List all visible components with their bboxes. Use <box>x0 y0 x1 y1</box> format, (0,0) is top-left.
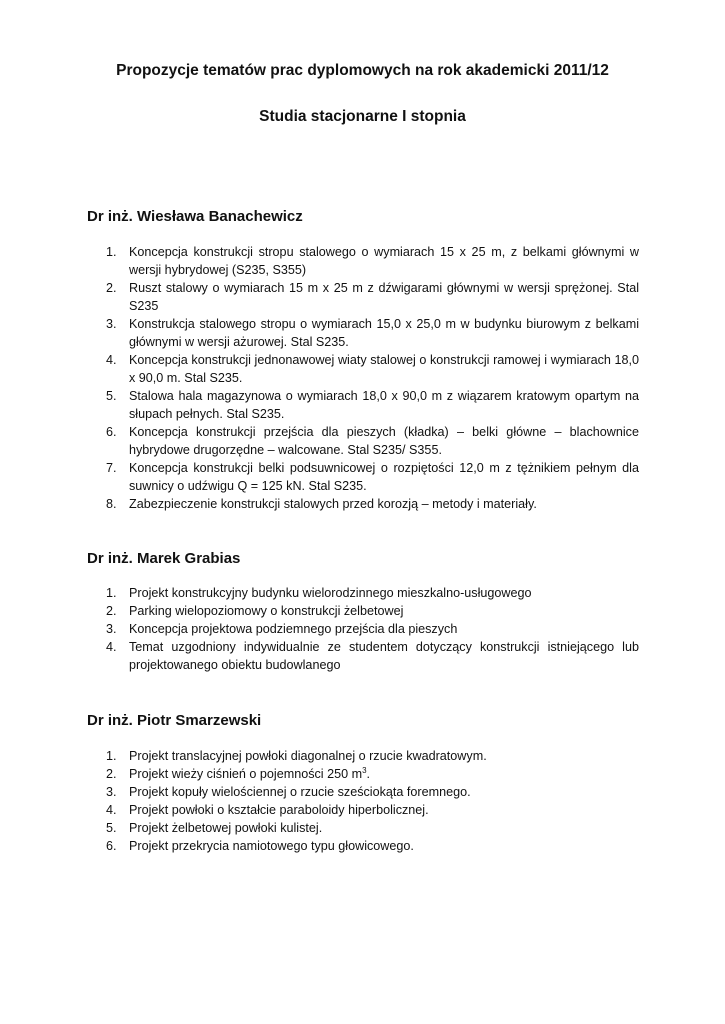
list-item-text: Zabezpieczenie konstrukcji stalowych przed korozją – metody i materiały. <box>129 497 537 511</box>
list-item <box>87 747 639 765</box>
list-item-number: 7. <box>106 461 117 475</box>
list-item-number: 4. <box>106 353 117 367</box>
list-item <box>87 279 639 315</box>
topic-list-grabias <box>87 584 639 674</box>
list-item-text: Ruszt stalowy o wymiarach 15 m x 25 m z dźwigarami głównymi w wersji sprężonej. Stal S235 <box>129 281 639 313</box>
list-item-text: Koncepcja konstrukcji jednonawowej wiaty stalowej o konstrukcji ramowej i wymiarach 18,0 x 90,0 m. Stal S235. <box>129 353 639 385</box>
list-item-number: 4. <box>106 640 117 654</box>
topic-list-banachewicz <box>87 243 639 513</box>
list-item-text: Koncepcja konstrukcji belki podsuwnicowej o rozpiętości 12,0 m z tężnikiem pełnym dla suwnicy o udźwigu Q = 125 kN. Stal S235. <box>129 461 639 493</box>
list-item-text: Projekt żelbetowej powłoki kulistej. <box>129 821 323 835</box>
list-item-number: 3. <box>106 785 117 799</box>
list-item-text: Projekt konstrukcyjny budynku wielorodzinnego mieszkalno-usługowego <box>129 586 532 600</box>
list-item-number: 1. <box>106 749 117 763</box>
list-item <box>87 315 639 351</box>
topic-list-smarzewski <box>87 747 639 855</box>
supervisor-heading-smarzewski: Dr inż. Piotr Smarzewski <box>87 712 262 729</box>
list-item-number: 2. <box>106 604 117 618</box>
list-item-text: Temat uzgodniony indywidualnie ze studentem dotyczący konstrukcji istniejącego lub projektowanego obiektu budowlanego <box>129 640 639 672</box>
list-item <box>87 819 639 837</box>
list-item <box>87 602 639 620</box>
list-item <box>87 459 639 495</box>
list-item-number: 3. <box>106 317 117 331</box>
list-item-text: Projekt przekrycia namiotowego typu głowicowego. <box>129 839 414 853</box>
list-item-number: 2. <box>106 281 117 295</box>
list-item <box>87 765 639 783</box>
list-item-text: Projekt powłoki o kształcie paraboloidy hiperbolicznej. <box>129 803 429 817</box>
list-item-number: 8. <box>106 497 117 511</box>
list-item-text: Projekt wieży ciśnień o pojemności 250 m <box>129 767 363 781</box>
list-item <box>87 423 639 459</box>
list-item-number: 6. <box>106 839 117 853</box>
list-item <box>87 801 639 819</box>
list-item <box>87 351 639 387</box>
document-subtitle: Studia stacjonarne I stopnia <box>259 108 466 125</box>
supervisor-heading-banachewicz: Dr inż. Wiesława Banachewicz <box>87 208 303 225</box>
list-item-text: Koncepcja konstrukcji stropu stalowego o wymiarach 15 x 25 m, z belkami głównymi w wersji hybrydowej (S235, S355) <box>129 245 639 277</box>
list-item <box>87 495 639 513</box>
list-item <box>87 638 639 674</box>
list-item-text: Koncepcja projektowa podziemnego przejścia dla pieszych <box>129 622 458 636</box>
document-title: Propozycje tematów prac dyplomowych na rok akademicki 2011/12 <box>116 62 609 79</box>
list-item-number: 4. <box>106 803 117 817</box>
list-item <box>87 783 639 801</box>
list-item-number: 1. <box>106 586 117 600</box>
superscript-exponent: 3 <box>362 765 367 775</box>
list-item-text-tail: . <box>366 767 371 781</box>
list-item <box>87 387 639 423</box>
list-item-number: 5. <box>106 389 117 403</box>
supervisor-heading-grabias: Dr inż. Marek Grabias <box>87 550 241 567</box>
list-item <box>87 837 639 855</box>
list-item-text: Konstrukcja stalowego stropu o wymiarach 15,0 x 25,0 m w budynku biurowym z belkami głównymi w wersji ażurowej. Stal S235. <box>129 317 639 349</box>
list-item-number: 5. <box>106 821 117 835</box>
list-item-text: Parking wielopoziomowy o konstrukcji żelbetowej <box>129 604 404 618</box>
list-item-text: Koncepcja konstrukcji przejścia dla pieszych (kładka) – belki główne – blachownice hybrydowe drugorzędne – walcowane. Stal S235/ S355. <box>129 425 639 457</box>
list-item-number: 2. <box>106 767 117 781</box>
list-item-text: Projekt translacyjnej powłoki diagonalnej o rzucie kwadratowym. <box>129 749 487 763</box>
list-item-text: Stalowa hala magazynowa o wymiarach 18,0 x 90,0 m z wiązarem kratowym opartym na słupach pełnych. Stal S235. <box>129 389 639 421</box>
list-item <box>87 620 639 638</box>
list-item-number: 1. <box>106 245 117 259</box>
list-item-number: 6. <box>106 425 117 439</box>
list-item-text: Projekt kopuły wielościennej o rzucie sześciokąta foremnego. <box>129 785 471 799</box>
list-item-number: 3. <box>106 622 117 636</box>
list-item <box>87 584 639 602</box>
list-item <box>87 243 639 279</box>
